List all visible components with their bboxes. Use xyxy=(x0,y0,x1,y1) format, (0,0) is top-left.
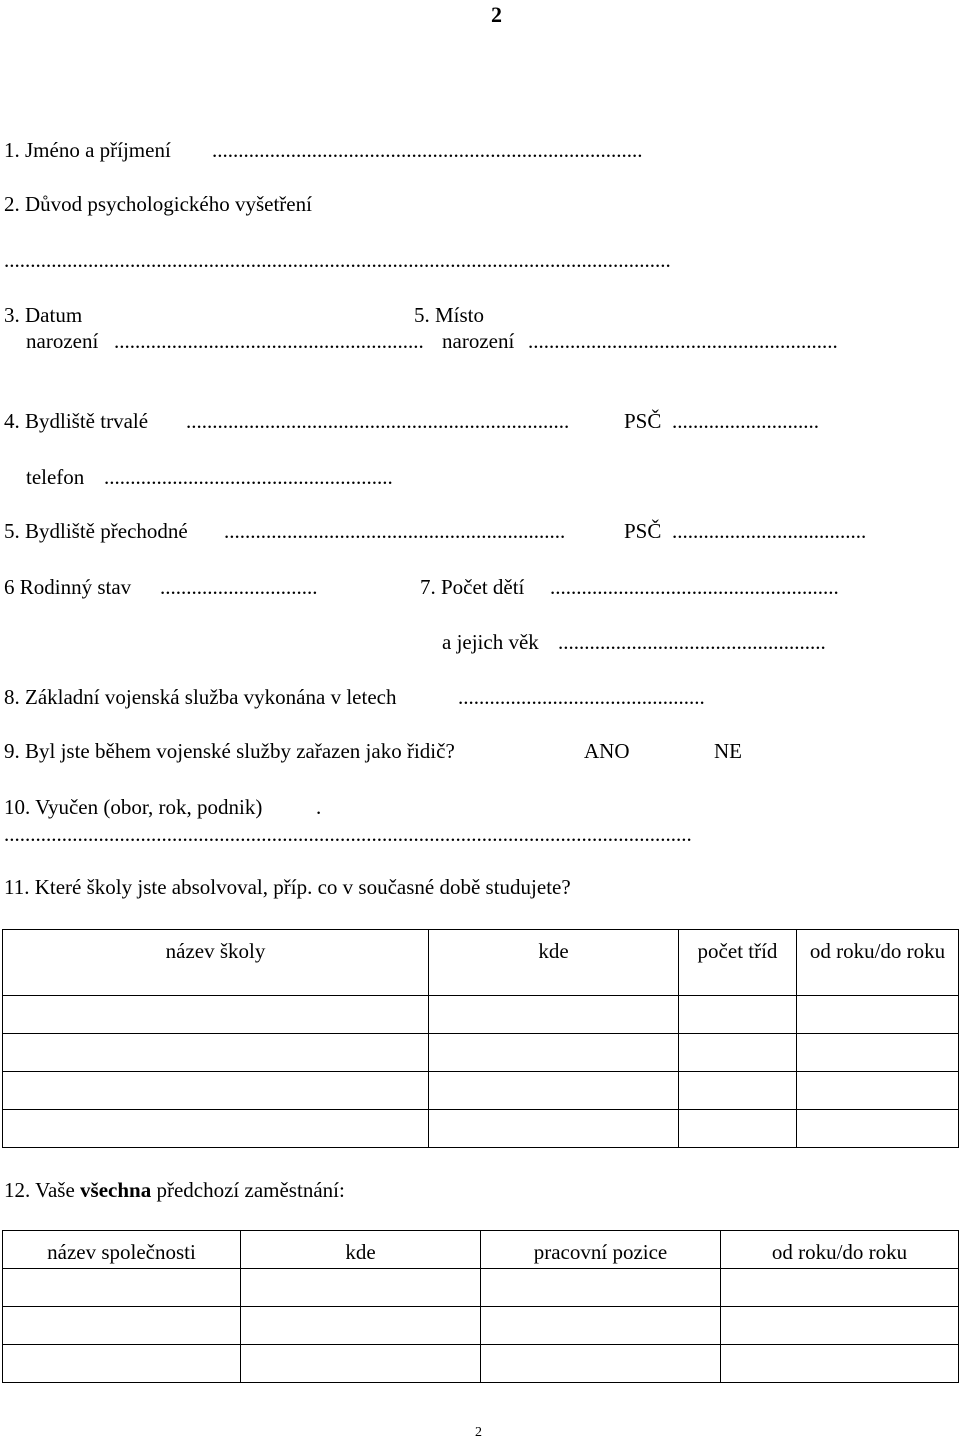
field-phone-dots[interactable]: ....................................................... xyxy=(104,465,393,489)
field-birthplace-label-2: narození xyxy=(442,329,515,353)
table-cell[interactable] xyxy=(3,1110,429,1148)
schools-col-years: od roku/do roku xyxy=(797,930,959,996)
table-cell[interactable] xyxy=(481,1307,721,1345)
field-military-service-label: 8. Základní vojenská služba vykonána v letech xyxy=(4,685,397,709)
jobs-table xyxy=(2,1230,959,1383)
table-cell[interactable] xyxy=(429,1034,679,1072)
schools-table xyxy=(2,929,959,1148)
field-schools-label: 11. Které školy jste absolvoval, příp. co v současné době studujete? xyxy=(4,875,571,899)
table-cell[interactable] xyxy=(3,1345,241,1383)
schools-col-classes: počet tříd xyxy=(679,930,797,996)
field-permanent-address-dots[interactable]: ......................................................................... xyxy=(186,409,570,433)
table-cell[interactable] xyxy=(3,1269,241,1307)
schools-col-place: kde xyxy=(429,930,679,996)
field-previous-jobs-suffix: předchozí zaměstnání: xyxy=(151,1178,345,1202)
table-row xyxy=(3,1110,959,1148)
field-phone-label: telefon xyxy=(26,465,85,489)
field-permanent-address-label: 4. Bydliště trvalé xyxy=(4,409,149,433)
jobs-col-years: od roku/do roku xyxy=(721,1231,959,1269)
table-cell[interactable] xyxy=(679,1072,797,1110)
field-reason-dots[interactable]: ............................................................................................................................... xyxy=(4,248,671,272)
page-number-top: 2 xyxy=(491,2,502,27)
jobs-col-place: kde xyxy=(241,1231,481,1269)
field-marital-status-label: 6 Rodinný stav xyxy=(4,575,132,599)
page-number-bottom: 2 xyxy=(475,1425,482,1440)
field-reason-label: 2. Důvod psychologického vyšetření xyxy=(4,192,312,216)
jobs-col-company: název společnosti xyxy=(3,1231,241,1269)
schools-table-header-row xyxy=(3,930,959,996)
field-temporary-psc-label: PSČ xyxy=(624,519,662,543)
jobs-col-position: pracovní pozice xyxy=(481,1231,721,1269)
field-permanent-psc-dots[interactable]: ............................ xyxy=(672,409,819,433)
field-military-driver-no[interactable]: NE xyxy=(714,739,742,763)
field-birthdate-label-1: 3. Datum xyxy=(4,303,83,327)
field-previous-jobs-prefix: 12. Vaše xyxy=(4,1178,81,1202)
table-row xyxy=(3,1034,959,1072)
table-row xyxy=(3,1072,959,1110)
field-children-count-label: 7. Počet dětí xyxy=(420,575,525,599)
field-birthdate-label-2: narození xyxy=(26,329,99,353)
jobs-table-header-row xyxy=(3,1231,959,1269)
table-cell[interactable] xyxy=(3,1307,241,1345)
table-row xyxy=(3,1307,959,1345)
field-apprenticeship-label: 10. Vyučen (obor, rok, podnik) xyxy=(4,795,263,819)
field-temporary-psc-dots[interactable]: ..................................... xyxy=(672,519,867,543)
table-cell[interactable] xyxy=(679,1034,797,1072)
field-permanent-psc-label: PSČ xyxy=(624,409,662,433)
field-birthdate-dots[interactable]: ........................................................... xyxy=(114,329,424,353)
table-cell[interactable] xyxy=(797,1072,959,1110)
schools-col-name: název školy xyxy=(3,930,429,996)
table-cell[interactable] xyxy=(3,996,429,1034)
table-cell[interactable] xyxy=(241,1269,481,1307)
field-military-driver-label: 9. Byl jste během vojenské služby zařazen jako řidič? xyxy=(4,739,455,763)
field-children-age-dots[interactable]: ................................................... xyxy=(558,630,826,654)
field-birthplace-dots[interactable]: ........................................................... xyxy=(528,329,838,353)
table-cell[interactable] xyxy=(481,1269,721,1307)
table-cell[interactable] xyxy=(429,1072,679,1110)
field-marital-status-dots[interactable]: .............................. xyxy=(160,575,318,599)
field-name-dots[interactable]: .................................................................................. xyxy=(212,138,643,162)
field-birthplace-label-1: 5. Místo xyxy=(414,303,485,327)
table-cell[interactable] xyxy=(679,996,797,1034)
table-cell[interactable] xyxy=(429,1110,679,1148)
table-cell[interactable] xyxy=(797,1110,959,1148)
field-name xyxy=(4,140,171,161)
table-cell[interactable] xyxy=(797,1034,959,1072)
field-temporary-address-dots[interactable]: ................................................................. xyxy=(224,519,566,543)
field-name-label: 1. Jméno a příjmení xyxy=(4,138,171,162)
table-cell[interactable] xyxy=(679,1110,797,1148)
field-previous-jobs-bold: všechna xyxy=(80,1178,152,1202)
field-previous-jobs-label xyxy=(4,1180,345,1201)
table-cell[interactable] xyxy=(721,1269,959,1307)
table-cell[interactable] xyxy=(481,1345,721,1383)
table-cell[interactable] xyxy=(429,996,679,1034)
table-cell[interactable] xyxy=(3,1072,429,1110)
field-children-count-dots[interactable]: ....................................................... xyxy=(550,575,839,599)
table-cell[interactable] xyxy=(721,1345,959,1383)
field-military-driver-yes[interactable]: ANO xyxy=(584,739,630,763)
table-cell[interactable] xyxy=(797,996,959,1034)
field-children-age-label: a jejich věk xyxy=(442,630,539,654)
table-cell[interactable] xyxy=(721,1307,959,1345)
field-military-service-dots[interactable]: ............................................... xyxy=(458,685,705,709)
table-cell[interactable] xyxy=(241,1345,481,1383)
table-row xyxy=(3,1269,959,1307)
field-apprenticeship-dot: . xyxy=(316,795,322,819)
field-temporary-address-label: 5. Bydliště přechodné xyxy=(4,519,188,543)
table-row xyxy=(3,996,959,1034)
table-cell[interactable] xyxy=(241,1307,481,1345)
field-apprenticeship-dots[interactable]: ................................................................................................................................... xyxy=(4,822,692,846)
table-row xyxy=(3,1345,959,1383)
table-cell[interactable] xyxy=(3,1034,429,1072)
